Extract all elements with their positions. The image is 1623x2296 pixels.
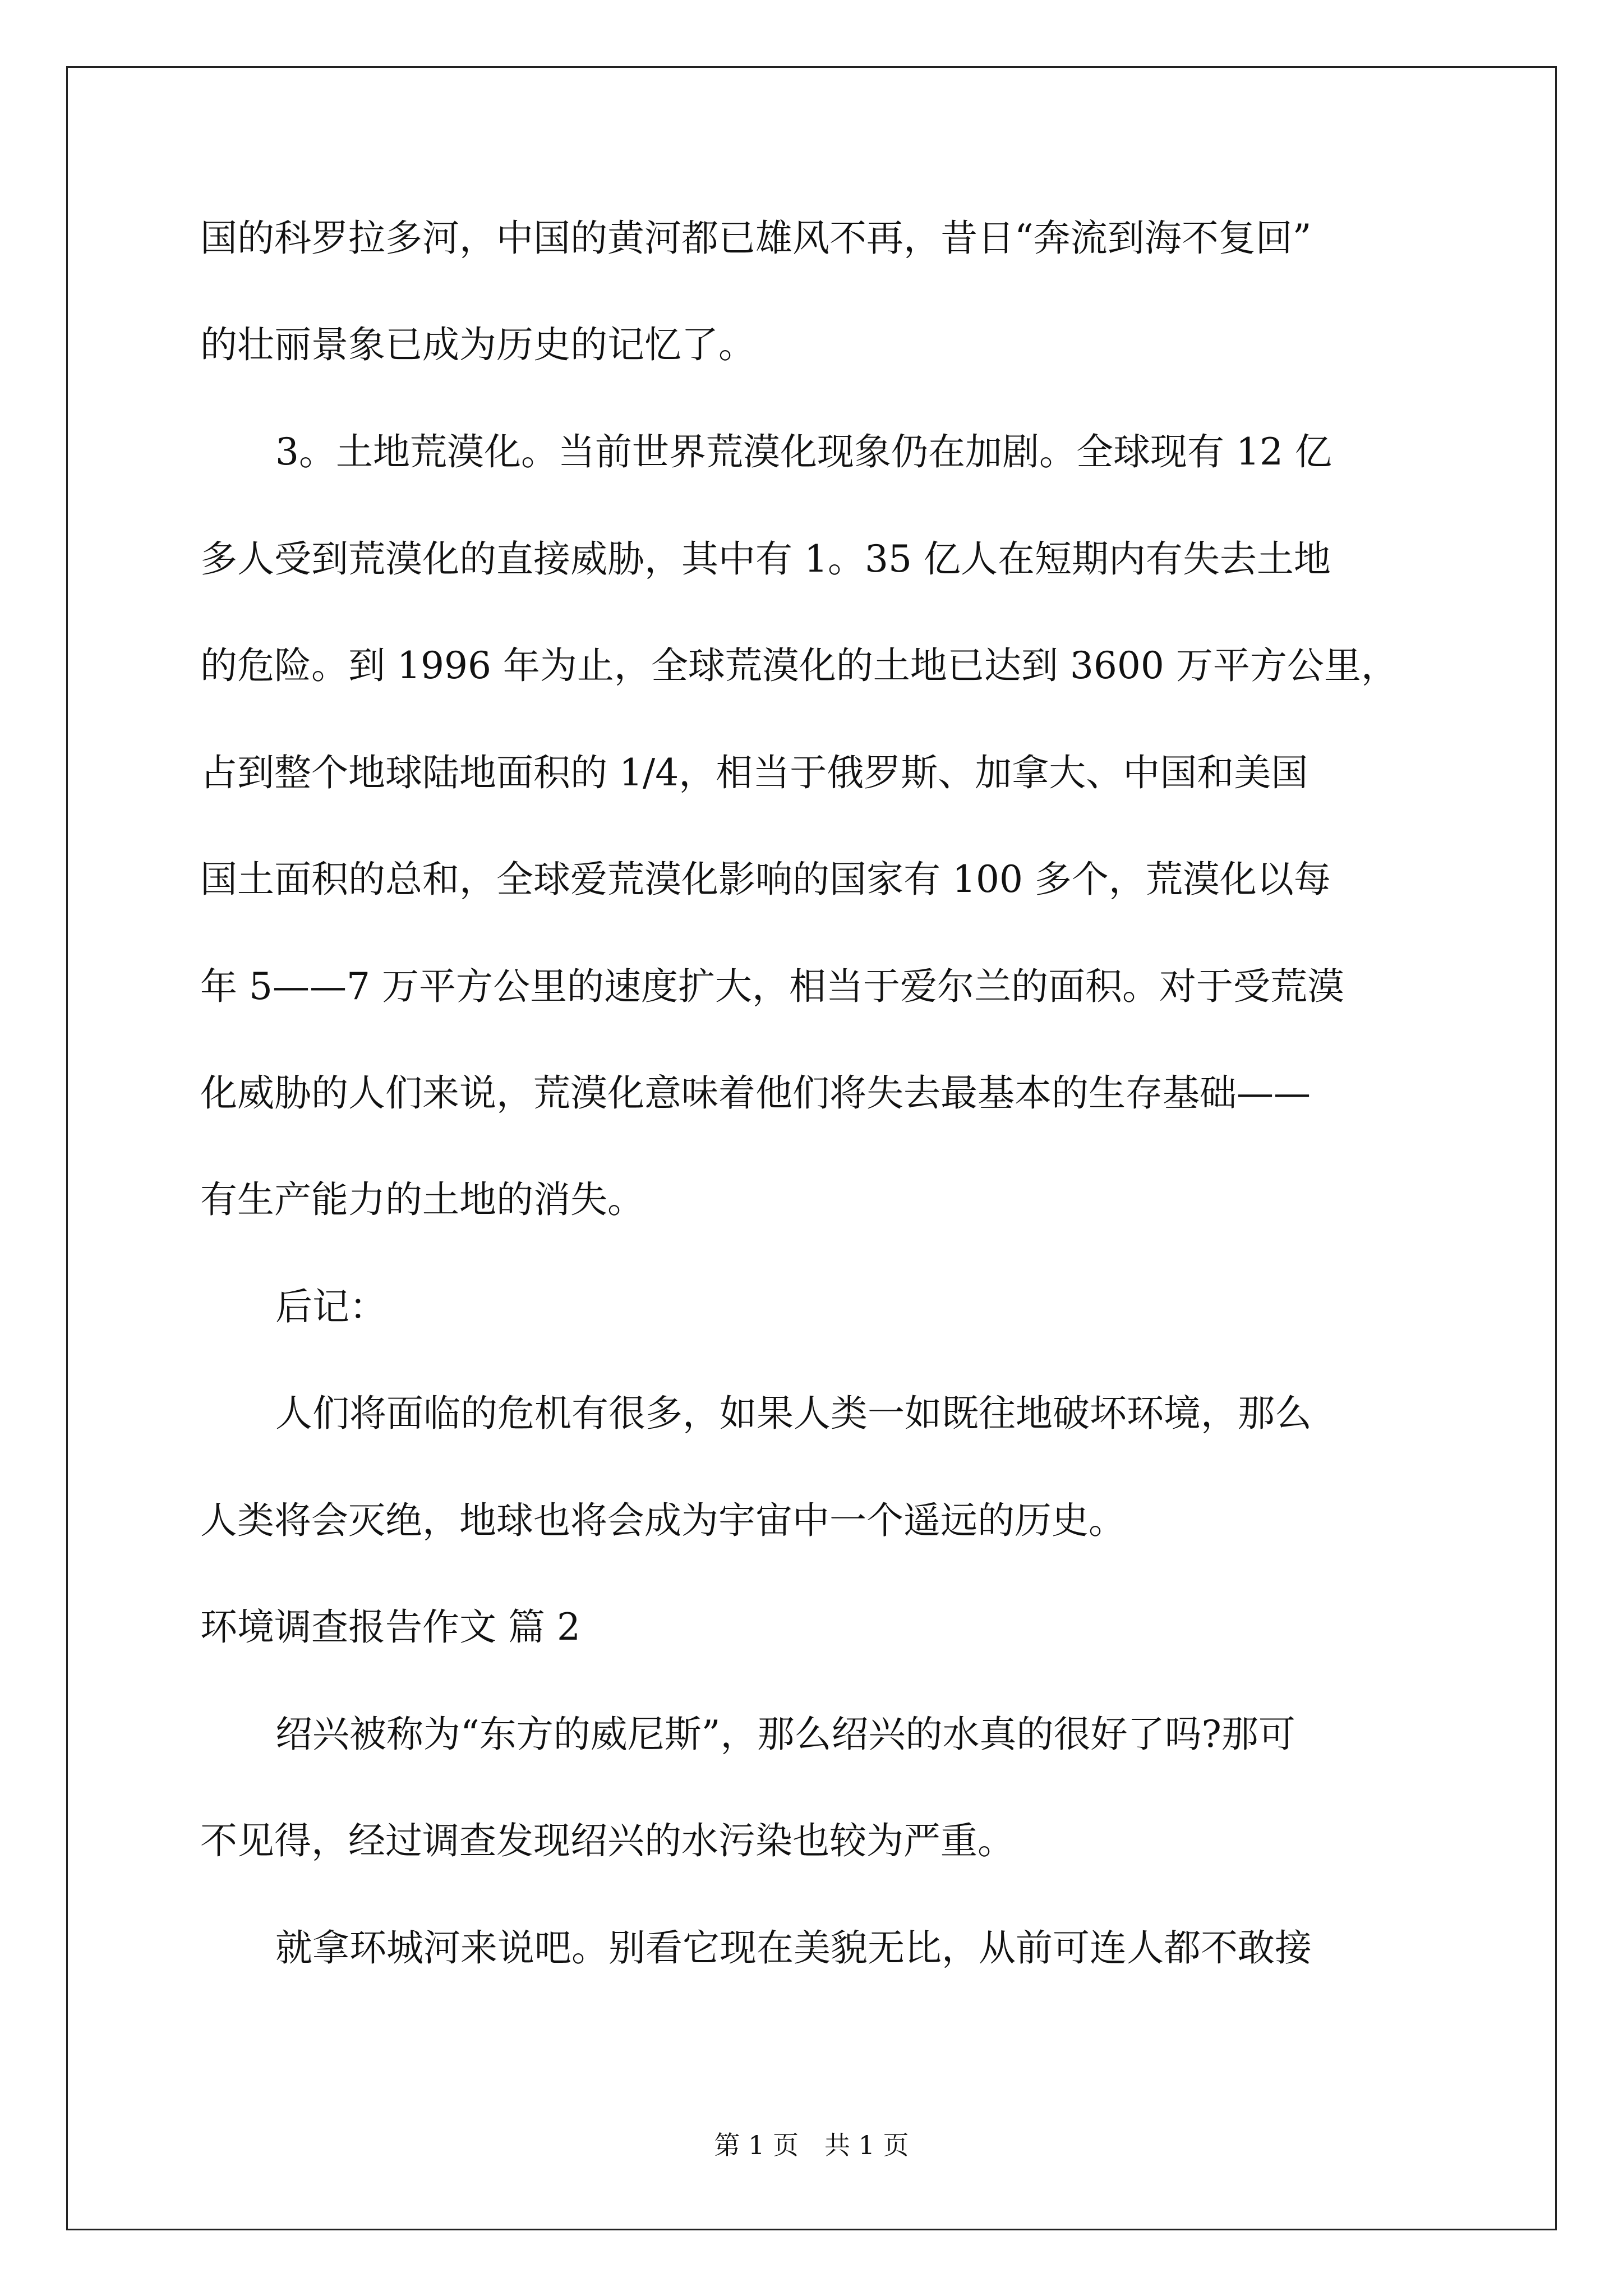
text-line: 占到整个地球陆地面积的 1/4，相当于俄罗斯、加拿大、中国和美国 bbox=[200, 751, 1308, 794]
page-footer: 第 1 页 共 1 页 bbox=[714, 2130, 909, 2160]
text-line: 绍兴被称为“东方的威尼斯”，那么绍兴的水真的很好了吗?那可 bbox=[275, 1713, 1295, 1756]
text-line: 的壮丽景象已成为历史的记忆了。 bbox=[200, 323, 755, 366]
text-line: 人们将面临的危机有很多，如果人类一如既往地破坏环境，那么 bbox=[275, 1392, 1312, 1435]
text-line: 3。土地荒漠化。当前世界荒漠化现象仍在加剧。全球现有 12 亿 bbox=[275, 430, 1332, 473]
text-line: 年 5——7 万平方公里的速度扩大，相当于爱尔兰的面积。对于受荒漠 bbox=[200, 965, 1344, 1008]
text-line: 就拿环城河来说吧。别看它现在美貌无比，从前可连人都不敢接 bbox=[275, 1926, 1312, 1970]
text-line: 多人受到荒漠化的直接威胁，其中有 1。35 亿人在短期内有失去土地 bbox=[200, 537, 1331, 581]
text-line: 的危险。到 1996 年为止，全球荒漠化的土地已达到 3600 万平方公里， bbox=[200, 644, 1398, 687]
section-heading: 环境调查报告作文 篇 2 bbox=[200, 1605, 580, 1649]
text-line: 国的科罗拉多河，中国的黄河都已雄风不再，昔日“奔流到海不复回” bbox=[200, 217, 1312, 260]
page-border bbox=[66, 66, 1557, 2230]
text-line: 人类将会灭绝，地球也将会成为宇宙中一个遥远的历史。 bbox=[200, 1499, 1126, 1542]
text-line: 国土面积的总和，全球爱荒漠化影响的国家有 100 多个，荒漠化以每 bbox=[200, 858, 1331, 901]
text-line: 后记： bbox=[275, 1285, 386, 1328]
text-line: 不见得，经过调查发现绍兴的水污染也较为严重。 bbox=[200, 1819, 1015, 1862]
text-line: 有生产能力的土地的消失。 bbox=[200, 1178, 644, 1221]
text-line: 化威胁的人们来说，荒漠化意味着他们将失去最基本的生存基础—— bbox=[200, 1071, 1311, 1115]
